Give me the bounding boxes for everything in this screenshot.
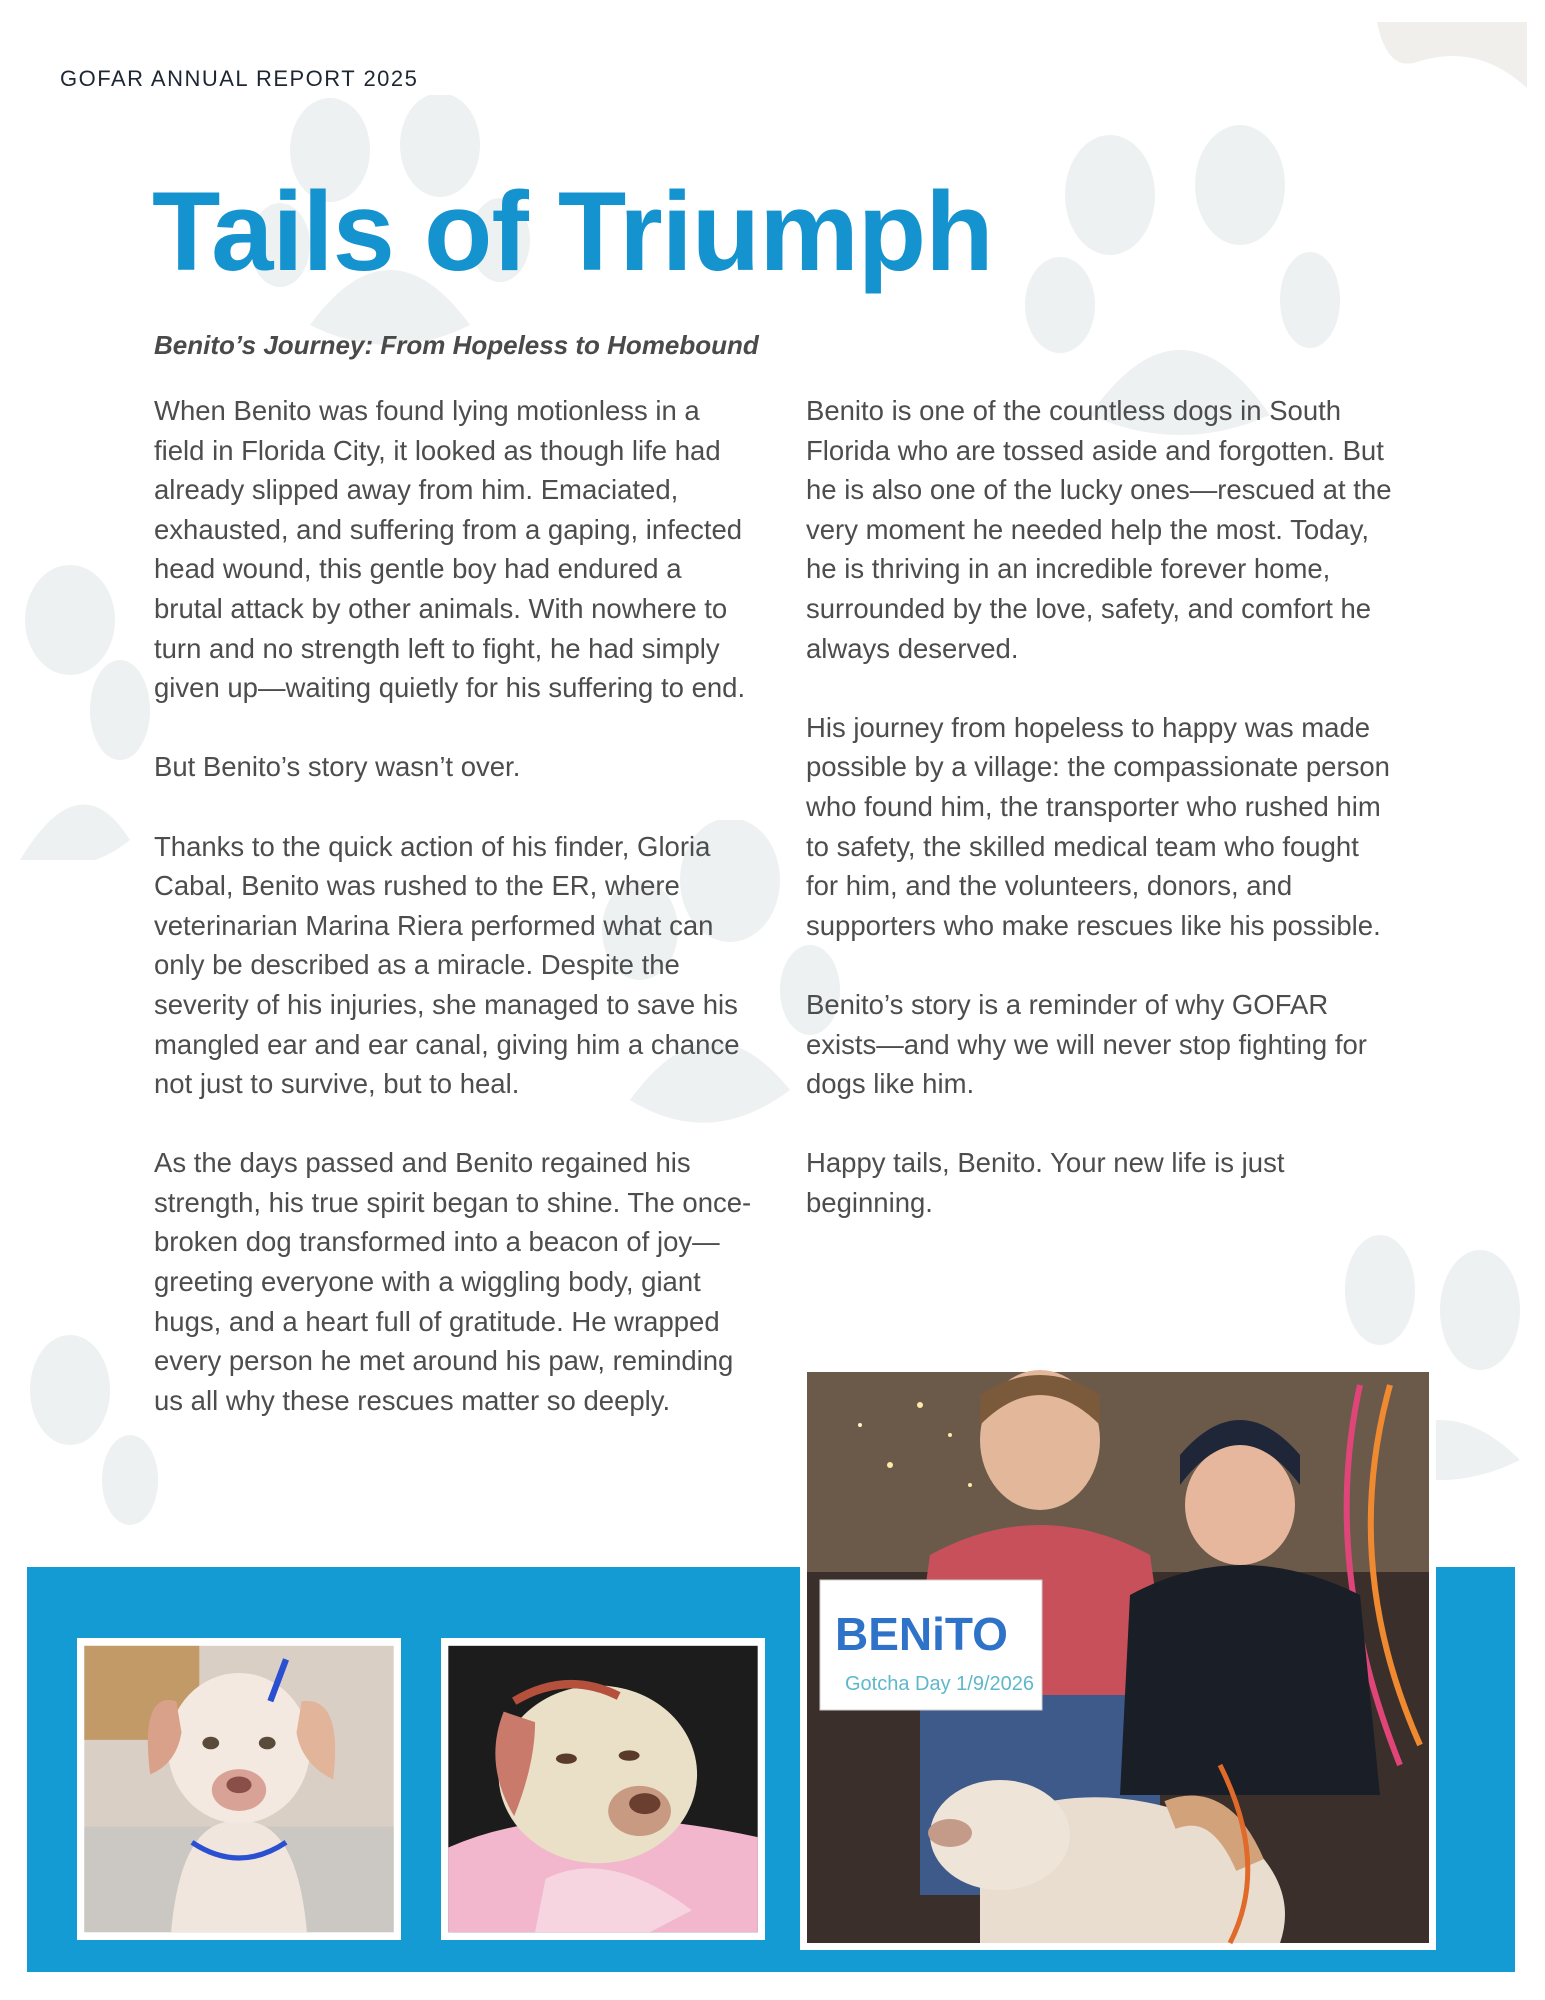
benito-clinic-image [77,1638,401,1940]
paw-print-decoration-lower-left [20,1330,160,1560]
photo-benito-gotcha-day [800,1365,1436,1950]
benito-gotcha-day-image [800,1365,1436,1950]
story-paragraph: Benito is one of the countless dogs in South Florida who are tossed aside and forgotten. But he is also one of the lucky ones—rescued at the very moment he needed help the most. Today, he is thriving in an incredible forever home, surrounded by the love, safety, and comfort he always deserved. [806,395,1392,664]
story-paragraph: As the days passed and Benito regained his strength, his true spirit began to shine. The once-broken dog transformed into a beacon of joy—greeting everyone with a wiggling body, giant hugs, and a heart full of gratitude. He wrapped every person he met around his paw, reminding us all why these rescues matter so deeply. [154,1147,752,1416]
sign-caption-text: Gotcha Day 1/9/2026 [845,1673,1035,1695]
paw-print-decoration-left-edge [20,560,150,860]
story-paragraph: Benito’s story is a reminder of why GOFAR exists—and why we will never stop fighting for dogs like him. [806,988,1367,1100]
photo-benito-clinic [77,1638,401,1940]
photo-benito-recovering [441,1638,765,1940]
story-column-right [806,391,1396,1262]
story-paragraph: Happy tails, Benito. Your new life is just beginning. [806,1147,1285,1218]
sign-name-text: BENiTO [835,1608,1008,1660]
corner-decoration [1377,22,1527,88]
story-paragraph: His journey from hopeless to happy was made possible by a village: the compassionate person who found him, the transporter who rushed him to safety, the skilled medical team who fought for him, and the volunteers, donors, and supporters who make rescues like his possible. [806,711,1390,941]
story-paragraph: But Benito’s story wasn’t over. [154,751,521,783]
story-column-left [154,391,754,1460]
benito-recovering-image [441,1638,765,1940]
story-paragraph: When Benito was found lying motionless in a field in Florida City, it looked as though life had already slipped away from him. Emaciated, exhausted, and suffering from a gaping, infected head wound, this gentle boy had endured a brutal attack by other animals. With nowhere to turn and no strength left to fight, he had simply given up—waiting quietly for his suffering to end. [154,395,746,704]
story-subtitle: Benito’s Journey: From Hopeless to Homebound [154,330,759,360]
report-header-label: GOFAR ANNUAL REPORT 2025 [60,66,419,91]
page-title: Tails of Triumph [152,169,993,294]
story-paragraph: Thanks to the quick action of his finder, Gloria Cabal, Benito was rushed to the ER, where veterinarian Marina Riera performed what can only be described as a miracle. Despite the severity of his injuries, she managed to save his mangled ear and ear canal, giving him a chance not just to survive, but to heal. [154,830,740,1100]
